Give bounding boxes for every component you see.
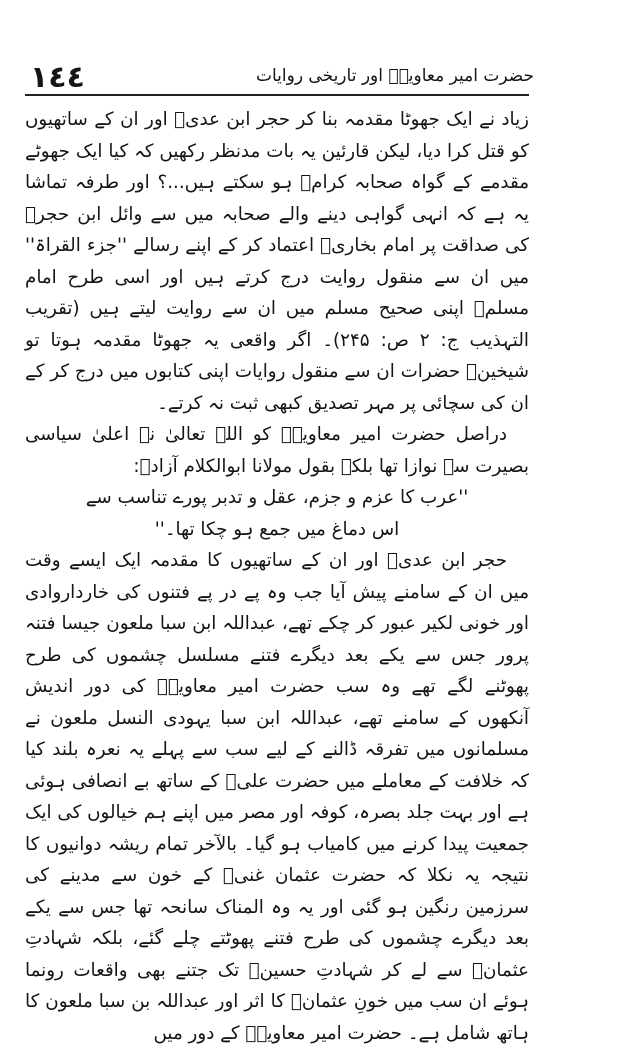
- quote-line-1: ''عرب کا عزم و جزم، عقل و تدبر پورے تناسب سے: [85, 487, 469, 508]
- quote-line-2: اس دماغ میں جمع ہو چکا تھا۔'': [154, 518, 400, 540]
- paragraph-2: دراصل حضرت امیر معاویہؓ کو اللہ تعالیٰ نے اعلیٰ سیاسی بصیرت سے نوازا تھا بلکہ بقول مولانا ابوالکلام آزادؒ:: [25, 424, 529, 477]
- page-body: [25, 104, 529, 1044]
- running-title: حضرت امیر معاویہؓ اور تاریخی روایات: [255, 66, 534, 86]
- paragraph-3: حجر ابن عدیؓ اور ان کے ساتھیوں کا مقدمہ ایک ایسے وقت میں ان کے سامنے پیش آیا جب وہ پے در پے فتنوں کی خارداروادی اور خونی لکیر عبور کر چکے تھے، عبداللہ ابن سبا ملعون جیسا فتنہ پرور جس سے یکے بعد دیگرے فتنے مسلسل چشموں کی طرح پھوٹنے لگے تھے وہ سب حضرت امیر معاویہؓ کی دور اندیش آنکھوں کے سامنے تھے، عبداللہ ابن سبا یہودی النسل ملعون نے مسلمانوں میں تفرقہ ڈالنے کے لیے سب سے پہلے یہ نعرہ بلند کیا کہ خلافت کے معاملے میں حضرت علیؓ کے ساتھ بے انصافی ہوئی ہے اور بہت جلد بصرہ، کوفہ اور مصر میں اپنے ہم خیالوں کی ایک جمعیت پیدا کرنے میں کامیاب ہو گیا۔ بالآخر تمام ریشہ دوانیوں کا نتیجہ یہ نکلا کہ حضرت عثمان غنیؓ کے خون سے مدینے کی سرزمین رنگین ہو گئی اور یہ وہ المناک سانحہ تھا جس سے یکے بعد دیگرے چشموں کی طرح فتنے پھوٹتے چلے گئے، بلکہ شہادتِ عثمانؓ سے لے کر شہادتِ حسینؓ تک جتنے بھی واقعات رونما ہوئے ان سب میں خونِ عثمانؓ کا اثر اور عبداللہ بن سبا ملعون کا ہاتھ شامل ہے۔ حضرت امیر معاویہؓ کے دور میں: [25, 550, 529, 1044]
- header-rule: [25, 94, 529, 96]
- page-number: ١٤٤: [30, 60, 85, 95]
- paragraph-1: زیاد نے ایک جھوٹا مقدمہ بنا کر حجر ابن عدیؓ اور ان کے ساتھیوں کو قتل کرا دیا، لیکن قارئین یہ بات مدنظر رکھیں کہ کیا ایک جھوٹے مقدمے کے گواہ صحابہ کرامؓ ہو سکتے ہیں...؟ اور طرفہ تماشا یہ ہے کہ انہی گواہی دینے والے صحابہ میں سے وائل ابن حجرؓ کی صداقت پر امام بخاریؒ اعتماد کر کے اپنے رسالے ''جزء القراۃ'' میں ان سے منقول روایت درج کرتے ہیں اور اسی طرح امام مسلمؒ اپنی صحیح مسلم میں ان سے روایت لیتے ہیں (تقریب التہذیب ج: ۲ ص: ۲۴۵)۔ اگر واقعی یہ جھوٹا مقدمہ ہوتا تو شیخینؒ حضرات ان سے منقول روایات اپنی کتابوں میں درج کر کے ان کی سچائی پر مہر تصدیق کبھی ثبت نہ کرتے۔: [25, 109, 529, 414]
